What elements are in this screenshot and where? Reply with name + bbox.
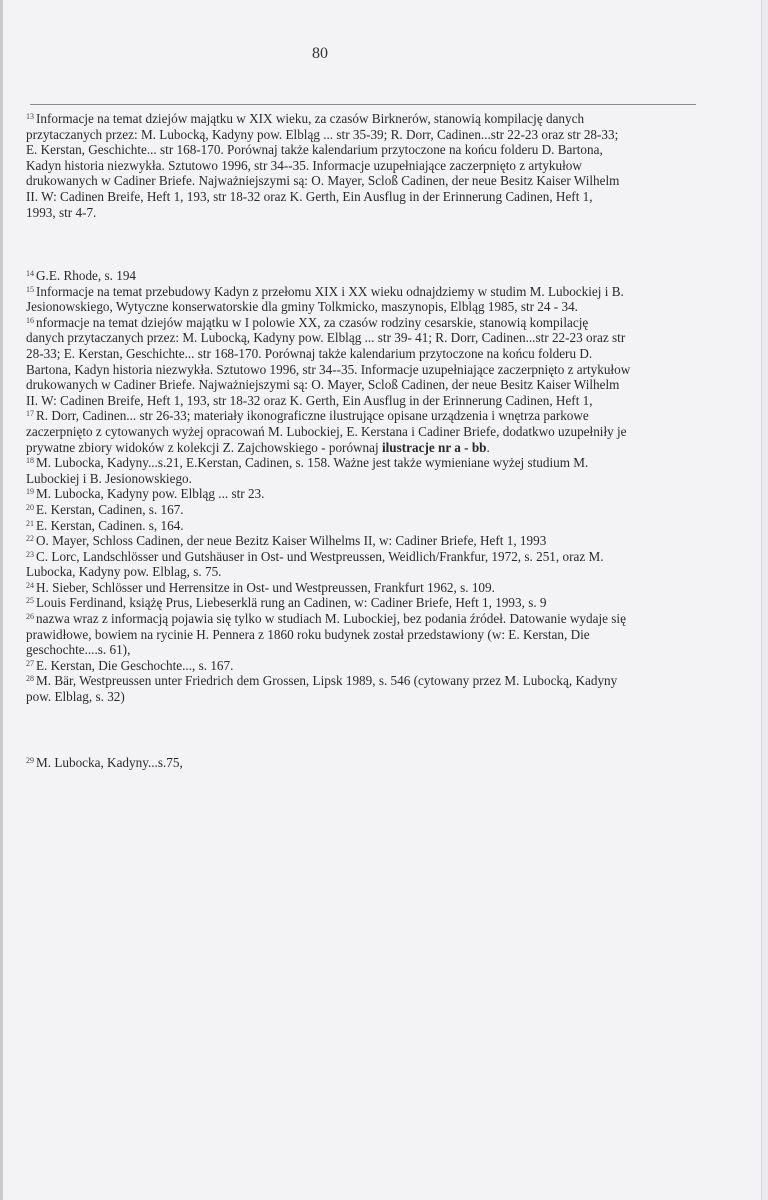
footnote-text: Lubockiej i B. Jesionowskiego. — [26, 470, 192, 486]
page-edge-left — [0, 0, 3, 1200]
footnote-text: II. W: Cadinen Breife, Heft 1, 193, str 18-32 oraz K. Gerth, Ein Ausflug in der Erinnerung Cadinen, Heft 1, — [26, 392, 593, 408]
footnote-text: prawidłowe, bowiem na rycinie H. Pennera z 1860 roku budynek został przedstawiony (w: E. Kerstan, Die — [26, 626, 590, 642]
footnote-text: 28-33; E. Kerstan, Geschichte... str 168-170. Porównaj także kalendarium przytoczone na końcu folderu D. — [26, 345, 593, 361]
footnote-text: drukowanych w Cadiner Briefe. Najważniejszymi są: O. Mayer, Scloß Cadinen, der neue Besitz Kaiser Wilhelm — [26, 173, 620, 189]
footnote-24 — [26, 580, 726, 596]
footnote-number: 17 — [26, 409, 34, 419]
footnote-text: E. Kerstan, Cadinen, s. 167. — [36, 501, 184, 517]
footnote-group-2 — [26, 268, 726, 705]
footnote-26 — [26, 611, 726, 658]
footnote-number: 15 — [26, 284, 34, 294]
page-number: 80 — [312, 45, 328, 62]
footnote-text: Louis Ferdinand, książę Prus, Liebeserklä rung an Cadinen, w: Cadiner Briefe, Heft 1, 1993, s. 9 — [36, 595, 547, 611]
footnote-text: Jesionowskiego, Wytyczne konserwatorskie dla gminy Tolkmicko, maszynopis, Elbląg 1985, str 24 - 34. — [26, 299, 578, 315]
footnote-text: przytaczanych przez: M. Lubocką, Kadyny pow. Elbląg ... str 35-39; R. Dorr, Cadinen...str 22-23 oraz str 28-33; — [26, 126, 619, 142]
footnote-text: H. Sieber, Schlösser und Herrensitze in Ost- und Westpreussen, Frankfurt 1962, s. 109. — [36, 579, 495, 595]
footnote-number: 16 — [26, 315, 34, 325]
footnote-text: E. Kerstan, Cadinen. s, 164. — [36, 517, 184, 533]
footnote-text: M. Lubocka, Kadyny...s.21, E.Kerstan, Cadinen, s. 158. Ważne jest także wymieniane wyżej studium M. — [36, 455, 589, 471]
footnote-text: nformacje na temat dziejów majątku w I polowie XX, za czasów rodziny cesarskie, stanowią kompilację — [36, 314, 589, 330]
footnote-text: G.E. Rhode, s. 194 — [36, 268, 137, 283]
footnote-text: M. Bär, Westpreussen unter Friedrich dem Grossen, Lipsk 1989, s. 546 (cytowany przez M. Lubocką, Kadyny — [36, 673, 618, 689]
footnote-number: 22 — [26, 534, 34, 544]
footnote-text: drukowanych w Cadiner Briefe. Najważniejszymi są: O. Mayer, Scloß Cadinen, der neue Besitz Kaiser Wilhelm — [26, 377, 620, 393]
footnote-text: E. Kerstan, Geschichte... str 168-170. Porównaj także kalendarium przytoczone na końcu folderu D. Bartona, — [26, 142, 603, 158]
page-edge-right — [761, 0, 768, 1200]
footnote-number: 20 — [26, 502, 34, 512]
footnote-number: 19 — [26, 487, 34, 497]
footnote-text: danych przytaczanych przez: M. Lubocką, Kadyny pow. Elbląg ... str 39- 41; R. Dorr, Cadinen...str 22-23 oraz str — [26, 330, 626, 346]
footnote-number: 28 — [26, 674, 34, 684]
illustration-reference: ilustracje nr a - bb — [381, 439, 487, 455]
footnote-text: E. Kerstan, Die Geschochte..., s. 167. — [36, 657, 234, 673]
footnote-text: Informacje na temat przebudowy Kadyn z przełomu XIX i XX wieku odnajdziemy w studim M. Lubockiej i B. — [36, 283, 624, 299]
footnote-29 — [26, 755, 726, 771]
footnote-number: 23 — [26, 549, 34, 559]
footnote-text: prywatne zbiory widoków z kolekcji Z. Zajchowskiego - porównaj — [26, 439, 382, 455]
footnote-number: 21 — [26, 518, 34, 528]
footnote-number: 29 — [26, 756, 34, 765]
footnote-text: 1993, str 4-7. — [26, 204, 97, 220]
footnote-20 — [26, 502, 726, 518]
footnote-text: . — [486, 439, 490, 455]
footnote-23 — [26, 549, 726, 580]
footnote-13 — [26, 111, 726, 220]
footnote-text: O. Mayer, Schloss Cadinen, der neue Bezitz Kaiser Wilhelms II, w: Cadiner Briefe, Heft 1, 1993 — [36, 533, 547, 549]
footnote-19 — [26, 486, 726, 502]
footnote-text: C. Lorc, Landschlösser und Gutshäuser in Ost- und Westpreussen, Weidlich/Frankfur, 1972, s. 251, oraz M. — [36, 548, 604, 564]
footnote-text: Kadyn historia niezwykła. Sztutowo 1996, str 34--35. Informacje uzupełniające zaczerpnięto z artykułow — [26, 157, 582, 173]
footnote-text: II. W: Cadinen Breife, Heft 1, 193, str 18-32 oraz K. Gerth, Ein Ausflug in der Erinnerung Cadinen, Heft 1, — [26, 188, 593, 204]
footnote-number: 26 — [26, 612, 34, 622]
footnote-number: 13 — [26, 112, 34, 121]
footnote-text: pow. Elblag, s. 32) — [26, 689, 125, 705]
footnote-text: Informacje na temat dziejów majątku w XIX wieku, za czasów Birknerów, stanowią kompilację danych — [36, 111, 585, 126]
footnote-text: Lubocka, Kadyny pow. Elblag, s. 75. — [26, 564, 222, 580]
footnote-text: R. Dorr, Cadinen... str 26-33; materiały ikonograficzne ilustrujące opisane urządzenia i wnętrza parkowe — [36, 408, 589, 424]
footnote-15 — [26, 284, 726, 315]
footnote-28 — [26, 673, 726, 704]
footnote-text: M. Lubocka, Kadyny...s.75, — [36, 755, 183, 770]
footnote-21 — [26, 518, 726, 534]
footnote-number: 25 — [26, 596, 34, 606]
footnote-number: 24 — [26, 580, 34, 590]
footnote-22 — [26, 533, 726, 549]
footnote-17 — [26, 408, 726, 455]
footnote-text: nazwa wraz z informacją pojawia się tylko w studiach M. Lubockiej, bez podania źródeł. Datowanie wydaje się — [36, 611, 626, 627]
footnote-18 — [26, 455, 726, 486]
footnote-text: zaczerpnięto z cytowanych wyżej opracowań M. Lubockiej, E. Kerstana i Cadiner Briefe, dodatkwo uzupełniły je — [26, 423, 627, 439]
footnote-text: Bartona, Kadyn historia niezwykła. Sztutowo 1996, str 34--35. Informacje uzupełniające zaczerpnięto z artykułow — [26, 361, 631, 377]
footnote-text: geschochte....s. 61), — [26, 642, 131, 658]
footnote-group-1 — [26, 111, 726, 220]
footnote-27 — [26, 658, 726, 674]
footnote-14 — [26, 268, 726, 284]
footnote-group-3 — [26, 755, 726, 771]
footnote-number: 14 — [26, 269, 34, 278]
footnote-16 — [26, 315, 726, 409]
footnote-text: M. Lubocka, Kadyny pow. Elbląg ... str 23. — [36, 486, 265, 502]
footnote-separator — [30, 104, 696, 105]
footnote-number: 27 — [26, 658, 34, 668]
footnote-number: 18 — [26, 456, 34, 466]
footnote-25 — [26, 595, 726, 611]
